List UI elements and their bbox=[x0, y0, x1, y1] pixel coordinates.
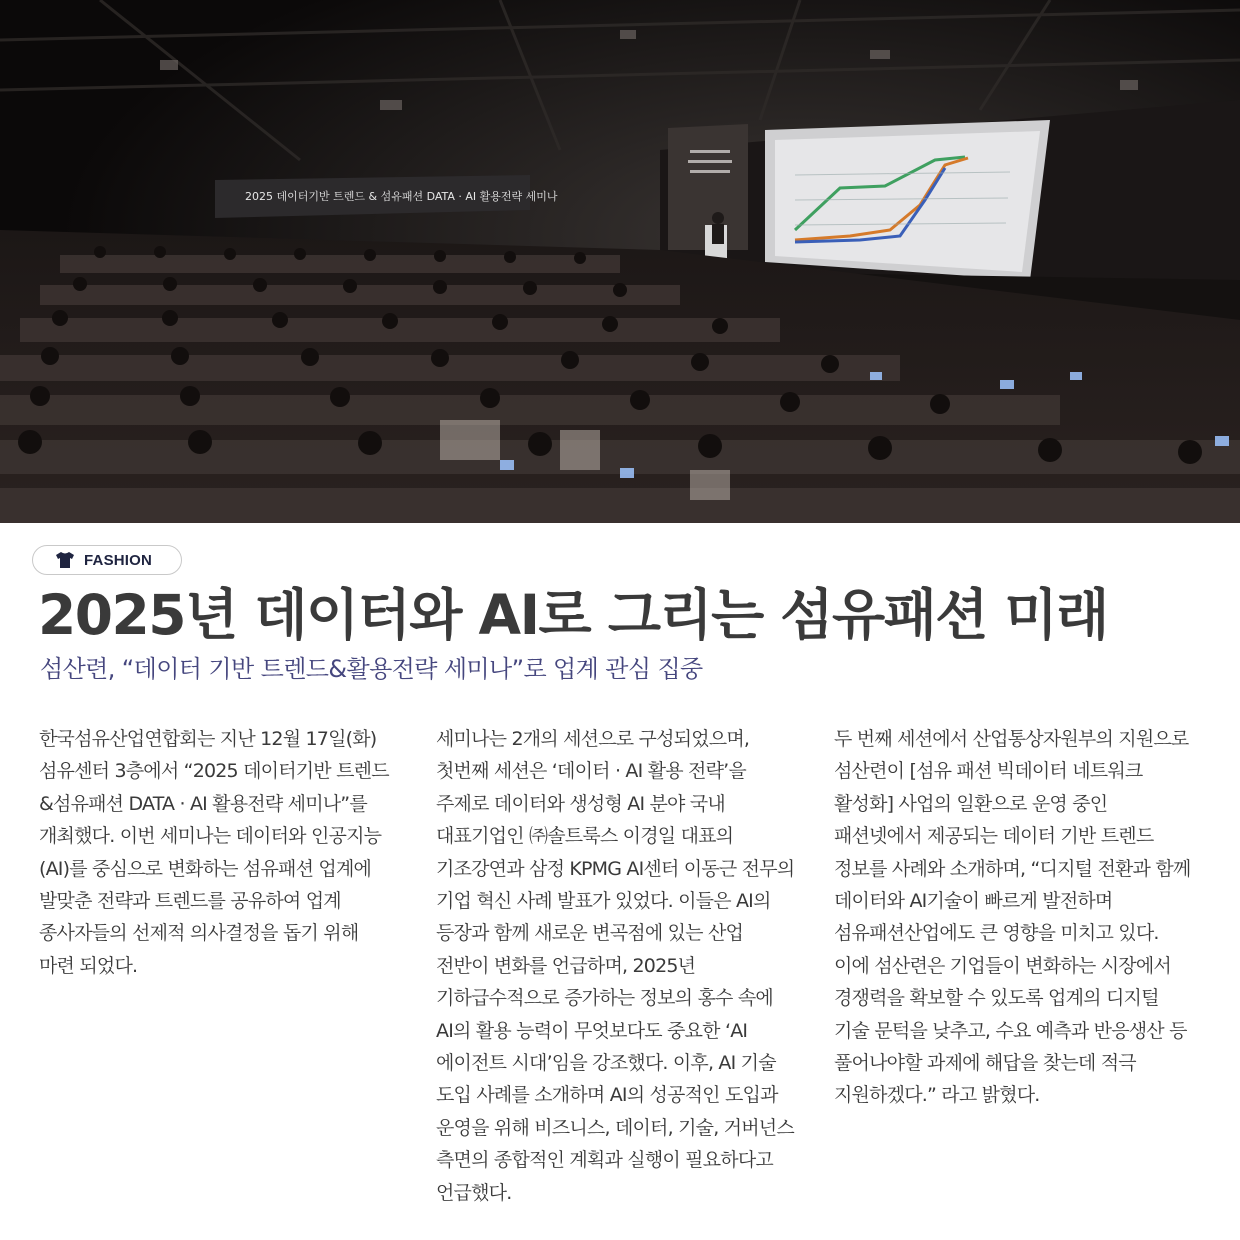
body-column-2: 세미나는 2개의 세션으로 구성되었으며, 첫번째 세션은 ‘데이터 · AI 활용 전략’을 주제로 데이터와 생성형 AI 분야 국내 대표기업인 ㈜솔트룩스 이경일 대표의 기조강연과 삼정 KPMG AI센터 이동근 전무의 기업 혁신 사례 발표가 있었다. 이들은 AI의 등장과 함께 새로운 변곡점에 있는 산업 전반이 변화를 언급하며, 2025년 기하급수적으로 증가하는 정보의 홍수 속에 AI의 활용 능력이 무엇보다도 중요한 ‘AI 에이전트 시대’임을 강조했다. 이후, AI 기술 도입 사례를 소개하며 AI의 성공적인 도입과 운영을 위해 비즈니스, 데이터, 기술, 거버넌스 측면의 종합적인 계획과 실행이 필요하다고 언급했다. bbox=[436, 728, 795, 1204]
banner-text: 2025 데이터기반 트렌드 & 섬유패션 DATA · AI 활용전략 세미나 bbox=[245, 190, 558, 203]
seminar-photo-illustration bbox=[0, 0, 1240, 523]
body-column-3: 두 번째 세션에서 산업통상자원부의 지원으로 섬산련이 [섬유 패션 빅데이터 네트워크 활성화] 사업의 일환으로 운영 중인 패션넷에서 제공되는 데이터 기반 트렌드 정보를 사례와 소개하며, “디지털 전환과 함께 데이터와 AI기술이 빠르게 발전하며 섬유패션산업에도 큰 영향을 미치고 있다. 이에 섬산련은 기업들이 변화하는 시장에서 경쟁력을 확보할 수 있도록 업계의 디지털 기술 문턱을 낮추고, 수요 예측과 반응생산 등 풀어나야할 과제에 해답을 찾는데 적극 지원하겠다.” 라고 밝혔다. bbox=[834, 728, 1191, 1107]
tshirt-icon bbox=[55, 551, 75, 569]
article-subtitle: 섬산련, “데이터 기반 트렌드&활용전략 세미나”로 업계 관심 집중 bbox=[40, 655, 703, 683]
hero-photo bbox=[0, 0, 1240, 523]
category-badge[interactable] bbox=[32, 545, 182, 575]
category-label: FASHION bbox=[84, 551, 153, 569]
article-title: 2025년 데이터와 AI로 그리는 섬유패션 미래 bbox=[38, 583, 1108, 647]
body-column-1: 한국섬유산업연합회는 지난 12월 17일(화) 섬유센터 3층에서 “2025 데이터기반 트렌드&섬유패션 DATA · AI 활용전략 세미나”를 개최했다. 이번 세미나는 데이터와 인공지능(AI)를 중심으로 변화하는 섬유패션 업계에 발맞춘 전략과 트렌드를 공유하여 업계 종사자들의 선제적 의사결정을 돕기 위해 마련 되었다. bbox=[39, 728, 389, 977]
